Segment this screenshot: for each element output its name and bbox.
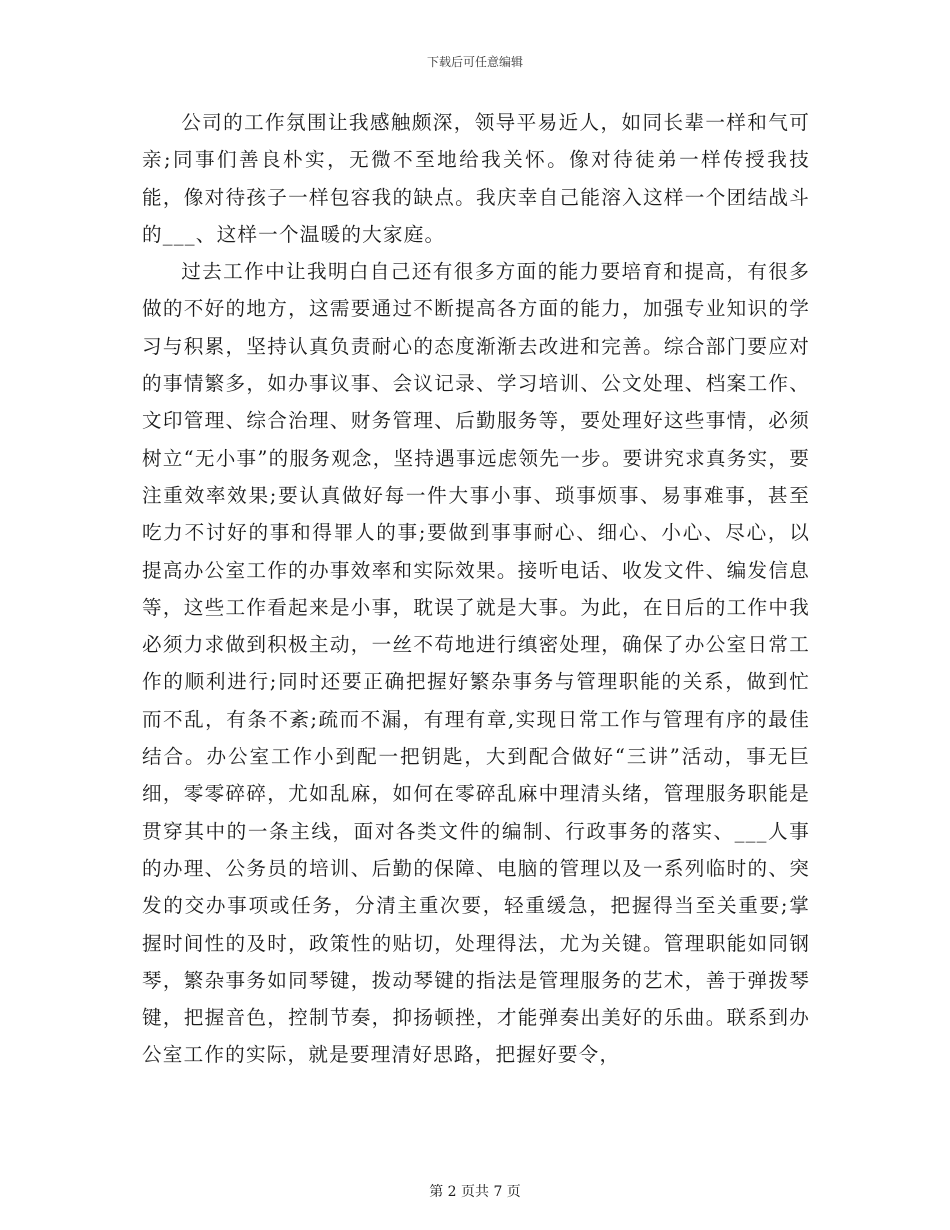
page-header: 下载后可任意编辑 [426,55,523,69]
page-footer: 第 2 页共 7 页 [429,1184,521,1200]
paragraph-1: 公司的工作氛围让我感触颇深，领导平易近人，如同长辈一样和气可亲;同事们善良朴实，无微不至地给我关怀。像对待徒弟一样传授我技能，像对待孩子一样包容我的缺点。我庆幸自己能溶入这样一个团结战斗的___、这样一个温暖的大家庭。 [142,111,810,246]
paragraph-2: 过去工作中让我明白自己还有很多方面的能力要培育和提高，有很多做的不好的地方，这需要通过不断提高各方面的能力，加强专业知识的学习与积累，坚持认真负责耐心的态度渐渐去改进和完善。综合部门要应对的事情繁多，如办事议事、会议记录、学习培训、公文处理、档案工作、文印管理、综合治理、财务管理、后勤服务等，要处理好这些事情，必须树立“无小事”的服务观念，坚持遇事远虑领先一步。要讲究求真务实，要注重效率效果;要认真做好每一件大事小事、琐事烦事、易事难事，甚至吃力不讨好的事和得罪人的事;要做到事事耐心、细心、小心、尽心，以提高办公室工作的办事效率和实际效果。接听电话、收发文件、编发信息等，这些工作看起来是小事，耽误了就是大事。为此，在日后的工作中我必须力求做到积极主动，一丝不苟地进行缜密处理，确保了办公室日常工作的顺利进行;同时还要正确把握好繁杂事务与管理职能的关系，做到忙而不乱，有条不紊;疏而不漏，有理有章,实现日常工作与管理有序的最佳结合。办公室工作小到配一把钥匙，大到配合做好“三讲”活动，事无巨细，零零碎碎，尤如乱麻，如何在零碎乱麻中理清头绪，管理服务职能是贯穿其中的一条主线，面对各类文件的编制、行政事务的落实、___人事的办理、公务员的培训、后勤的保障、电脑的管理以及一系列临时的、突发的交办事项或任务，分清主重次要，轻重缓急，把握得当至关重要;掌握时间性的及时，政策性的贴切，处理得法，尤为关键。管理职能如同钢琴，繁杂事务如同琴键，拨动琴键的指法是管理服务的艺术，善于弹拨琴键，把握音色，控制节奏，抑扬顿挫，才能弹奏出美好的乐曲。联系到办公室工作的实际，就是要理清好思路，把握好要令， [142,260,810,1067]
document-body [142,104,810,1074]
